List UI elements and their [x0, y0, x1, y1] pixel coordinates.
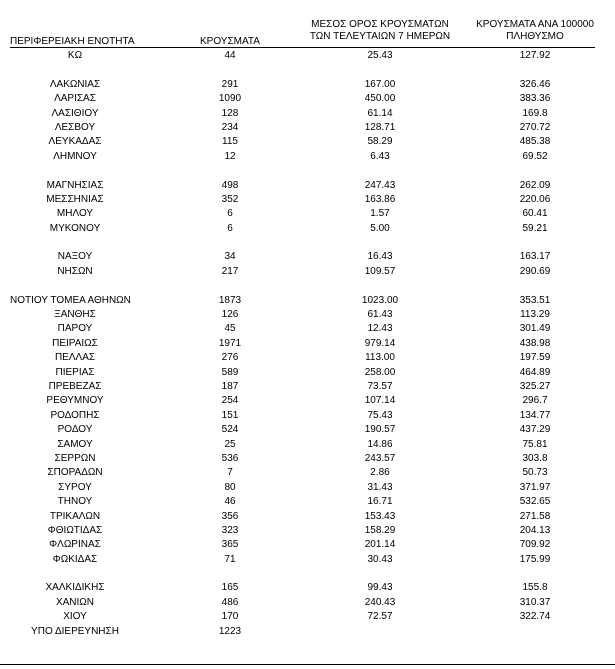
table-row [0, 49, 615, 63]
cases-per-100k-cell: 163.17 [519, 251, 551, 263]
seven-day-average-cell: 25.43 [367, 50, 393, 61]
region-name-cell: ΠΙΕΡΙΑΣ [55, 366, 95, 378]
cases-cell: 151 [221, 409, 239, 421]
seven-day-average-cell: 113.00 [365, 352, 395, 364]
seven-day-average-cell: 109.57 [364, 265, 396, 277]
cases-cell: 12 [224, 150, 236, 162]
cases-per-100k-cell: 113.29 [520, 309, 550, 321]
region-name-cell: ΣΠΟΡΑΔΩΝ [47, 467, 103, 479]
seven-day-average-cell: 240.43 [364, 596, 396, 608]
cases-per-100k-cell: 175.99 [519, 553, 551, 565]
table-row [0, 495, 615, 509]
cases-per-100k-cell: 353.51 [519, 294, 551, 306]
cases-per-100k-cell: 303.8 [522, 452, 548, 464]
cases-per-100k-cell: 464.89 [519, 366, 551, 378]
table-row [0, 596, 615, 610]
region-name-cell: ΝΟΤΙΟΥ ΤΟΜΕΑ ΑΘΗΝΩΝ [10, 294, 131, 306]
header-region: ΠΕΡΙΦΕΡΕΙΑΚΗ ΕΝΟΤΗΤΑ [10, 36, 135, 47]
cases-cell: 6 [227, 208, 233, 220]
table-row [0, 409, 615, 423]
seven-day-average-cell: 31.43 [367, 481, 393, 493]
table-row [0, 121, 615, 135]
header-divider [10, 47, 595, 48]
table-row [0, 366, 615, 380]
cases-per-100k-cell: 59.21 [522, 222, 548, 234]
cases-per-100k-cell: 290.69 [519, 265, 551, 277]
seven-day-average-cell: 1023.00 [361, 294, 399, 306]
region-name-cell: ΞΑΝΘΗΣ [54, 309, 96, 321]
region-name-cell: ΛΑΚΩΝΙΑΣ [49, 78, 101, 90]
cases-cell: 498 [221, 179, 239, 191]
seven-day-average-cell: 5.00 [370, 222, 390, 234]
cases-per-100k-cell: 60.41 [522, 208, 548, 220]
seven-day-average-cell: 258.00 [364, 366, 396, 378]
cases-cell: 7 [227, 467, 233, 479]
region-name-cell: ΛΕΥΚΑΔΑΣ [48, 136, 102, 148]
seven-day-average-cell: 163.86 [364, 193, 396, 205]
cases-per-100k-cell: 220.06 [519, 193, 551, 205]
cases-cell: 44 [224, 50, 236, 61]
table-row [0, 107, 615, 121]
cases-cell: 486 [221, 596, 239, 608]
cases-cell: 46 [224, 496, 236, 508]
cases-per-100k-cell: 371.97 [519, 481, 551, 493]
cases-cell: 276 [221, 352, 239, 364]
cases-cell: 165 [221, 582, 239, 594]
table-row [0, 150, 615, 164]
seven-day-average-cell: 30.43 [367, 553, 393, 565]
cases-cell: 589 [221, 366, 239, 378]
table-body [0, 49, 615, 639]
region-name-cell: ΠΑΡΟΥ [57, 323, 93, 335]
seven-day-average-cell: 58.29 [367, 136, 393, 148]
cases-cell: 126 [221, 309, 239, 321]
region-name-cell: ΠΕΛΛΑΣ [54, 352, 96, 364]
cases-per-100k-cell: 169.8 [522, 107, 548, 119]
cases-per-100k-cell: 310.37 [519, 596, 551, 608]
region-name-cell: ΡΕΘΥΜΝΟΥ [46, 395, 104, 407]
table-row [0, 135, 615, 149]
cases-cell: 291 [221, 78, 239, 90]
region-name-cell: ΥΠΟ ΔΙΕΡΕΥΝΗΣΗ [31, 625, 119, 637]
table-row [0, 193, 615, 207]
table-row [0, 222, 615, 236]
table-row [0, 581, 615, 595]
cases-cell: 365 [221, 539, 239, 551]
cases-cell: 1873 [218, 294, 242, 306]
cases-per-100k-cell: 383.36 [519, 93, 551, 105]
header-per-capita-line1: ΚΡΟΥΣΜΑΤΑ ΑΝΑ 100000 [476, 19, 594, 30]
region-name-cell: ΠΕΙΡΑΙΩΣ [52, 337, 98, 349]
seven-day-average-cell: 201.14 [364, 539, 396, 551]
row-spacer [0, 236, 615, 250]
table-row [0, 78, 615, 92]
region-name-cell: ΜΥΚΟΝΟΥ [49, 222, 101, 234]
cases-per-100k-cell: 134.77 [519, 409, 551, 421]
seven-day-average-cell: 107.14 [364, 395, 396, 407]
table-row [0, 394, 615, 408]
cases-cell: 170 [221, 611, 239, 623]
table-row [0, 510, 615, 524]
seven-day-average-cell: 979.14 [364, 337, 396, 349]
cases-cell: 1223 [218, 625, 242, 637]
cases-cell: 323 [221, 524, 239, 536]
table-row [0, 423, 615, 437]
seven-day-average-cell: 16.71 [367, 496, 393, 508]
region-name-cell: ΜΕΣΣΗΝΙΑΣ [46, 193, 104, 205]
seven-day-average-cell: 158.29 [364, 524, 396, 536]
region-name-cell: ΦΩΚΙΔΑΣ [52, 553, 98, 565]
table-row [0, 452, 615, 466]
cases-cell: 524 [221, 424, 239, 436]
cases-cell: 234 [221, 121, 239, 133]
seven-day-average-cell: 73.57 [367, 380, 393, 392]
region-name-cell: ΧΑΛΚΙΔΙΚΗΣ [45, 582, 105, 594]
cases-per-100k-cell: 322.74 [519, 611, 551, 623]
table-row [0, 92, 615, 106]
table-row [0, 207, 615, 221]
cases-per-100k-cell: 204.13 [519, 524, 551, 536]
table-row [0, 351, 615, 365]
table-row [0, 438, 615, 452]
header-avg-line1: ΜΕΣΟΣ ΟΡΟΣ ΚΡΟΥΣΜΑΤΩΝ [311, 19, 449, 30]
cases-cell: 6 [227, 222, 233, 234]
region-name-cell: ΛΗΜΝΟΥ [53, 150, 97, 162]
cases-per-100k-cell: 532.65 [519, 496, 551, 508]
region-name-cell: ΛΑΣΙΘΙΟΥ [51, 107, 99, 119]
cases-per-100k-cell: 326.46 [519, 78, 551, 90]
cases-per-100k-cell: 485.38 [519, 136, 551, 148]
seven-day-average-cell: 247.43 [364, 179, 396, 191]
region-name-cell: ΝΗΣΩΝ [57, 265, 93, 277]
region-name-cell: ΡΟΔΟΠΗΣ [50, 409, 100, 421]
cases-cell: 71 [224, 553, 236, 565]
seven-day-average-cell: 72.57 [367, 611, 393, 623]
region-name-cell: ΣΕΡΡΩΝ [54, 452, 96, 464]
table-row [0, 250, 615, 264]
region-name-cell: ΡΟΔΟΥ [57, 424, 93, 436]
region-name-cell: ΜΑΓΝΗΣΙΑΣ [46, 179, 104, 191]
cases-per-100k-cell: 155.8 [522, 582, 548, 594]
cases-per-100k-cell: 271.58 [519, 510, 551, 522]
table-row [0, 610, 615, 624]
table-row [0, 625, 615, 639]
cases-per-100k-cell: 262.09 [519, 179, 551, 191]
header-avg-line2: ΤΩΝ ΤΕΛΕΥΤΑΙΩΝ 7 ΗΜΕΡΩΝ [309, 31, 451, 42]
cases-per-100k-cell: 437.29 [519, 424, 551, 436]
seven-day-average-cell: 12.43 [367, 323, 393, 335]
seven-day-average-cell: 153.43 [364, 510, 396, 522]
seven-day-average-cell: 190.57 [364, 424, 396, 436]
cases-cell: 187 [221, 380, 239, 392]
seven-day-average-cell: 128.71 [364, 121, 396, 133]
seven-day-average-cell: 14.86 [367, 438, 393, 450]
table-row [0, 481, 615, 495]
cases-cell: 254 [221, 395, 239, 407]
table-row [0, 294, 615, 308]
cases-cell: 80 [224, 481, 236, 493]
seven-day-average-cell: 99.43 [367, 582, 393, 594]
seven-day-average-cell: 6.43 [370, 150, 390, 162]
cases-per-100k-cell: 197.59 [519, 352, 551, 364]
row-spacer [0, 567, 615, 581]
region-name-cell: ΣΥΡΟΥ [58, 481, 92, 493]
table-row [0, 322, 615, 336]
row-spacer [0, 63, 615, 77]
seven-day-average-cell: 450.00 [364, 93, 396, 105]
cases-cell: 115 [222, 136, 238, 148]
header-cases: ΚΡΟΥΣΜΑΤΑ [200, 36, 260, 47]
table-row [0, 337, 615, 351]
region-name-cell: ΦΛΩΡΙΝΑΣ [49, 539, 101, 551]
cases-per-100k-cell: 709.92 [519, 539, 551, 551]
table-row [0, 524, 615, 538]
seven-day-average-cell: 16.43 [367, 251, 393, 263]
region-name-cell: ΤΡΙΚΑΛΩΝ [49, 510, 101, 522]
table-row [0, 179, 615, 193]
cases-cell: 1971 [218, 337, 242, 349]
seven-day-average-cell: 167.00 [364, 78, 396, 90]
cases-cell: 34 [224, 251, 236, 263]
table-row [0, 538, 615, 552]
region-name-cell: ΝΑΞΟΥ [57, 251, 93, 263]
table-row [0, 265, 615, 279]
cases-per-100k-cell: 438.98 [519, 337, 551, 349]
table-row [0, 380, 615, 394]
seven-day-average-cell: 75.43 [367, 409, 393, 421]
region-name-cell: ΛΕΣΒΟΥ [54, 121, 96, 133]
region-name-cell: ΧΑΝΙΩΝ [55, 596, 95, 608]
cases-per-100k-cell: 75.81 [522, 438, 548, 450]
cases-cell: 45 [224, 323, 236, 335]
seven-day-average-cell: 61.14 [367, 107, 393, 119]
row-spacer [0, 279, 615, 293]
region-name-cell: ΣΑΜΟΥ [57, 438, 93, 450]
region-name-cell: ΧΙΟΥ [63, 611, 87, 623]
table-row [0, 553, 615, 567]
region-name-cell: ΜΗΛΟΥ [56, 208, 94, 220]
cases-per-100k-cell: 301.49 [519, 323, 551, 335]
table-row [0, 466, 615, 480]
region-name-cell: ΦΘΙΩΤΙΔΑΣ [47, 524, 103, 536]
cases-per-100k-cell: 127.92 [519, 50, 551, 61]
header-per-capita-line2: ΠΛΗΘΥΣΜΟ [506, 31, 564, 42]
cases-cell: 217 [221, 265, 239, 277]
seven-day-average-cell: 1.57 [370, 208, 390, 220]
cases-per-100k-cell: 50.73 [522, 467, 548, 479]
cases-cell: 536 [221, 452, 239, 464]
cases-cell: 352 [221, 193, 239, 205]
seven-day-average-cell: 243.57 [364, 452, 396, 464]
cases-per-100k-cell: 270.72 [519, 121, 551, 133]
seven-day-average-cell: 61.43 [367, 309, 393, 321]
region-name-cell: ΚΩ [67, 50, 83, 61]
cases-cell: 128 [221, 107, 239, 119]
cases-cell: 25 [224, 438, 236, 450]
cases-per-100k-cell: 325.27 [519, 380, 551, 392]
region-name-cell: ΠΡΕΒΕΖΑΣ [48, 380, 102, 392]
row-spacer [0, 164, 615, 178]
footer-divider [0, 664, 615, 665]
cases-cell: 1090 [218, 93, 242, 105]
table-row [0, 308, 615, 322]
cases-per-100k-cell: 296.7 [522, 395, 548, 407]
seven-day-average-cell: 2.86 [370, 467, 390, 479]
cases-cell: 356 [221, 510, 239, 522]
region-name-cell: ΤΗΝΟΥ [57, 496, 93, 508]
region-name-cell: ΛΑΡΙΣΑΣ [54, 93, 96, 105]
cases-per-100k-cell: 69.52 [522, 150, 548, 162]
